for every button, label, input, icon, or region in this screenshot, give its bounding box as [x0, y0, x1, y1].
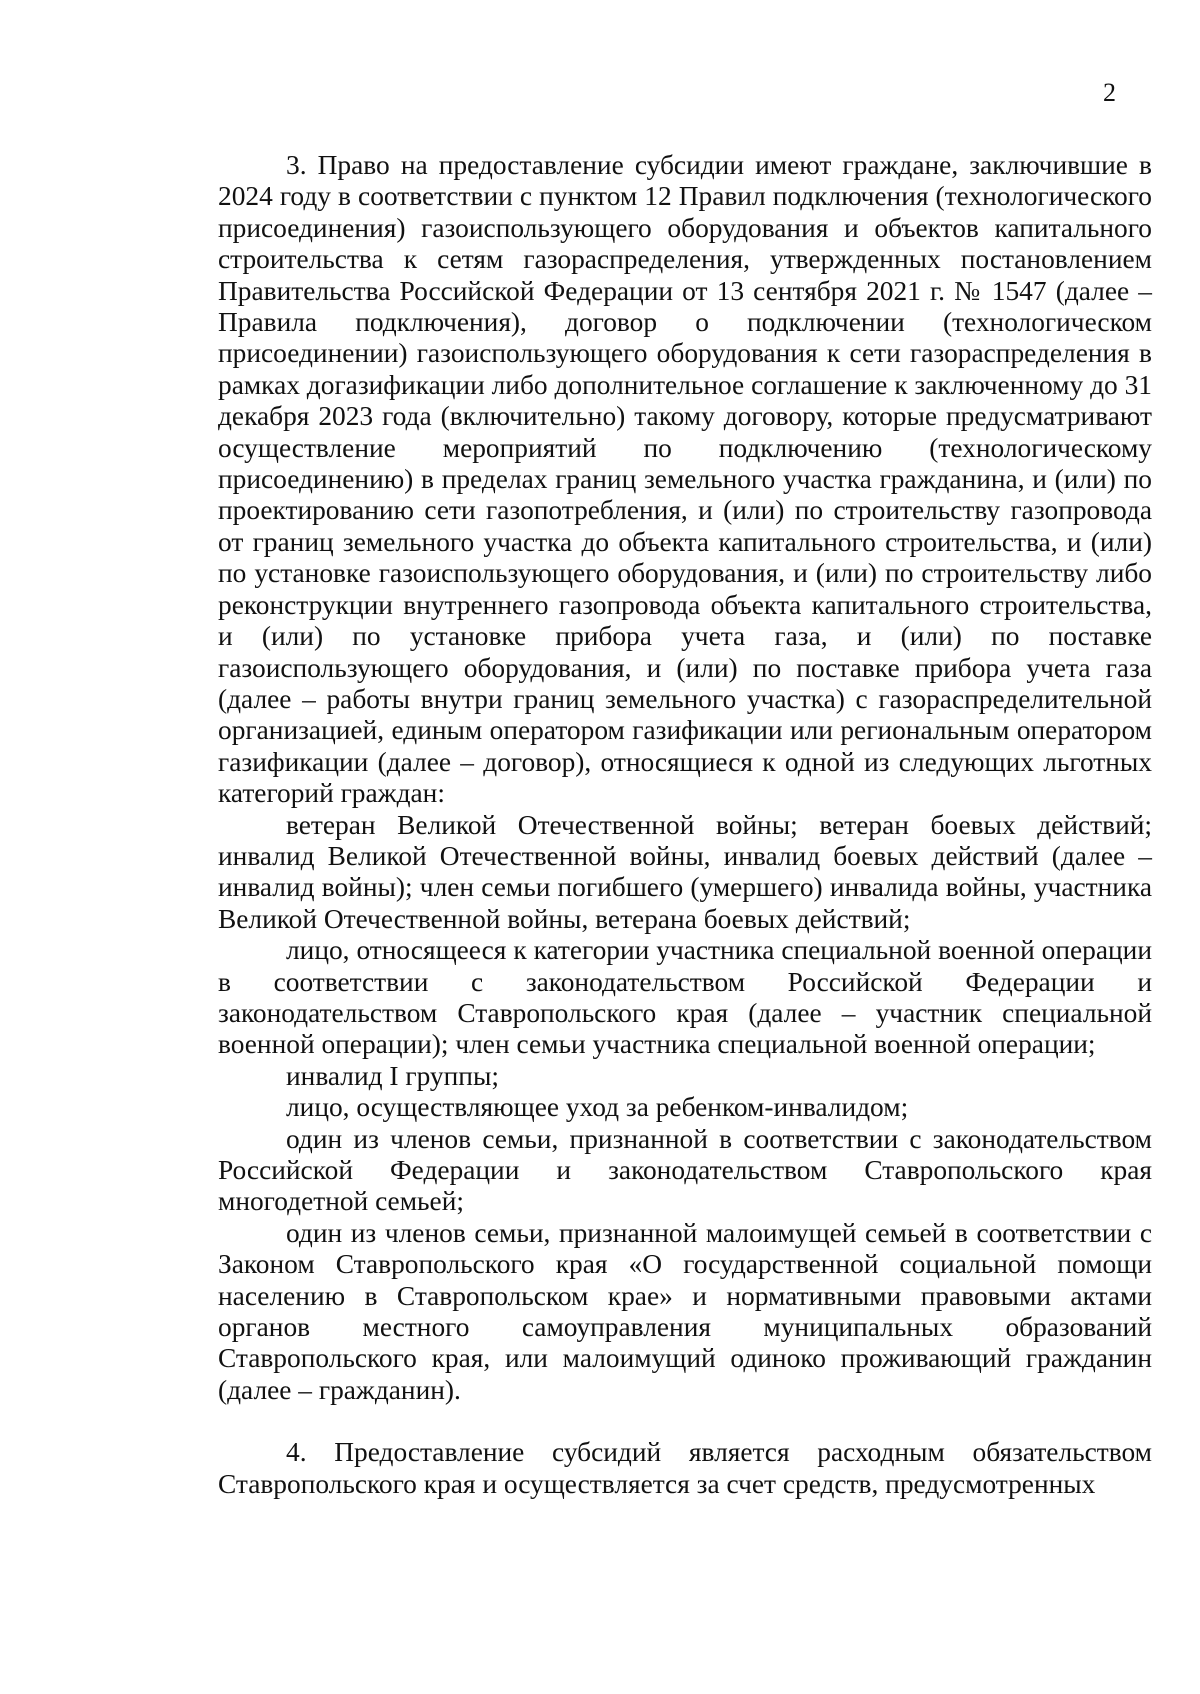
paragraph-3-intro: 3. Право на предоставление субсидии имеют граждане, заключившие в 2024 году в соответствии с пунктом 12 Правил подключения (технологического присоединения) газоиспользующего оборудования и объектов капитального строительства к сетям газораспределения, утвержденных постановлением Правительства Российской Федерации от 13 сентября 2021 г. № 1547 (далее – Правила подключения), договор о подключении (технологическом присоединении) газоиспользующего оборудования к сети газораспределения в рамках догазификации либо дополнительное соглашение к заключенному до 31 декабря 2023 года (включительно) такому договору, которые предусматривают осуществление мероприятий по подключению (технологическому присоединению) в пределах границ земельного участка гражданина, и (или) по проектированию сети газопотребления, и (или) по строительству газопровода от границ земельного участка до объекта капитального строительства, и (или) по установке газоиспользующего оборудования, и (или) по строительству либо реконструкции внутреннего газопровода объекта капитального строительства, и (или) по установке прибора учета газа, и (или) по поставке газоиспользующего оборудования, и (или) по поставке прибора учета газа (далее – работы внутри границ земельного участка) с газораспределительной организацией, единым оператором газификации или региональным оператором газификации (далее – договор), относящиеся к одной из следующих льготных категорий граждан:: [218, 150, 1152, 809]
paragraph-large-family: один из членов семьи, признанной в соответствии с законодательством Российской Федерации и законодательством Ставропольского края многодетной семьей;: [218, 1123, 1152, 1217]
page-number: 2: [1103, 78, 1116, 107]
paragraph-disabled-group-1: инвалид I группы;: [286, 1060, 499, 1091]
paragraph-low-income: один из членов семьи, признанной малоимущей семьей в соответствии с Законом Ставропольского края «О государственной социальной помощи населению в Ставропольском крае» и нормативными правовыми актами органов местного самоуправления муниципальных образований Ставропольского края, или малоимущий одиноко проживающий гражданин (далее – гражданин).: [218, 1217, 1152, 1405]
paragraph-4: 4. Предоставление субсидий является расходным обязательством Ставропольского края и осуществляется за счет средств, предусмотренных: [218, 1437, 1152, 1499]
paragraph-war-veterans: ветеран Великой Отечественной войны; ветеран боевых действий; инвалид Великой Отечественной войны, инвалид боевых действий (далее – инвалид войны); член семьи погибшего (умершего) инвалида войны, участника Великой Отечественной войны, ветерана боевых действий;: [218, 809, 1152, 934]
paragraph-child-caregiver: лицо, осуществляющее уход за ребенком-инвалидом;: [286, 1092, 909, 1123]
paragraph-svo-participants: лицо, относящееся к категории участника специальной военной операции в соответствии с законодательством Российской Федерации и законодательством Ставропольского края (далее – участник специальной военной операции); член семьи участника специальной военной операции;: [218, 935, 1152, 1060]
document-body: [218, 150, 1152, 1500]
